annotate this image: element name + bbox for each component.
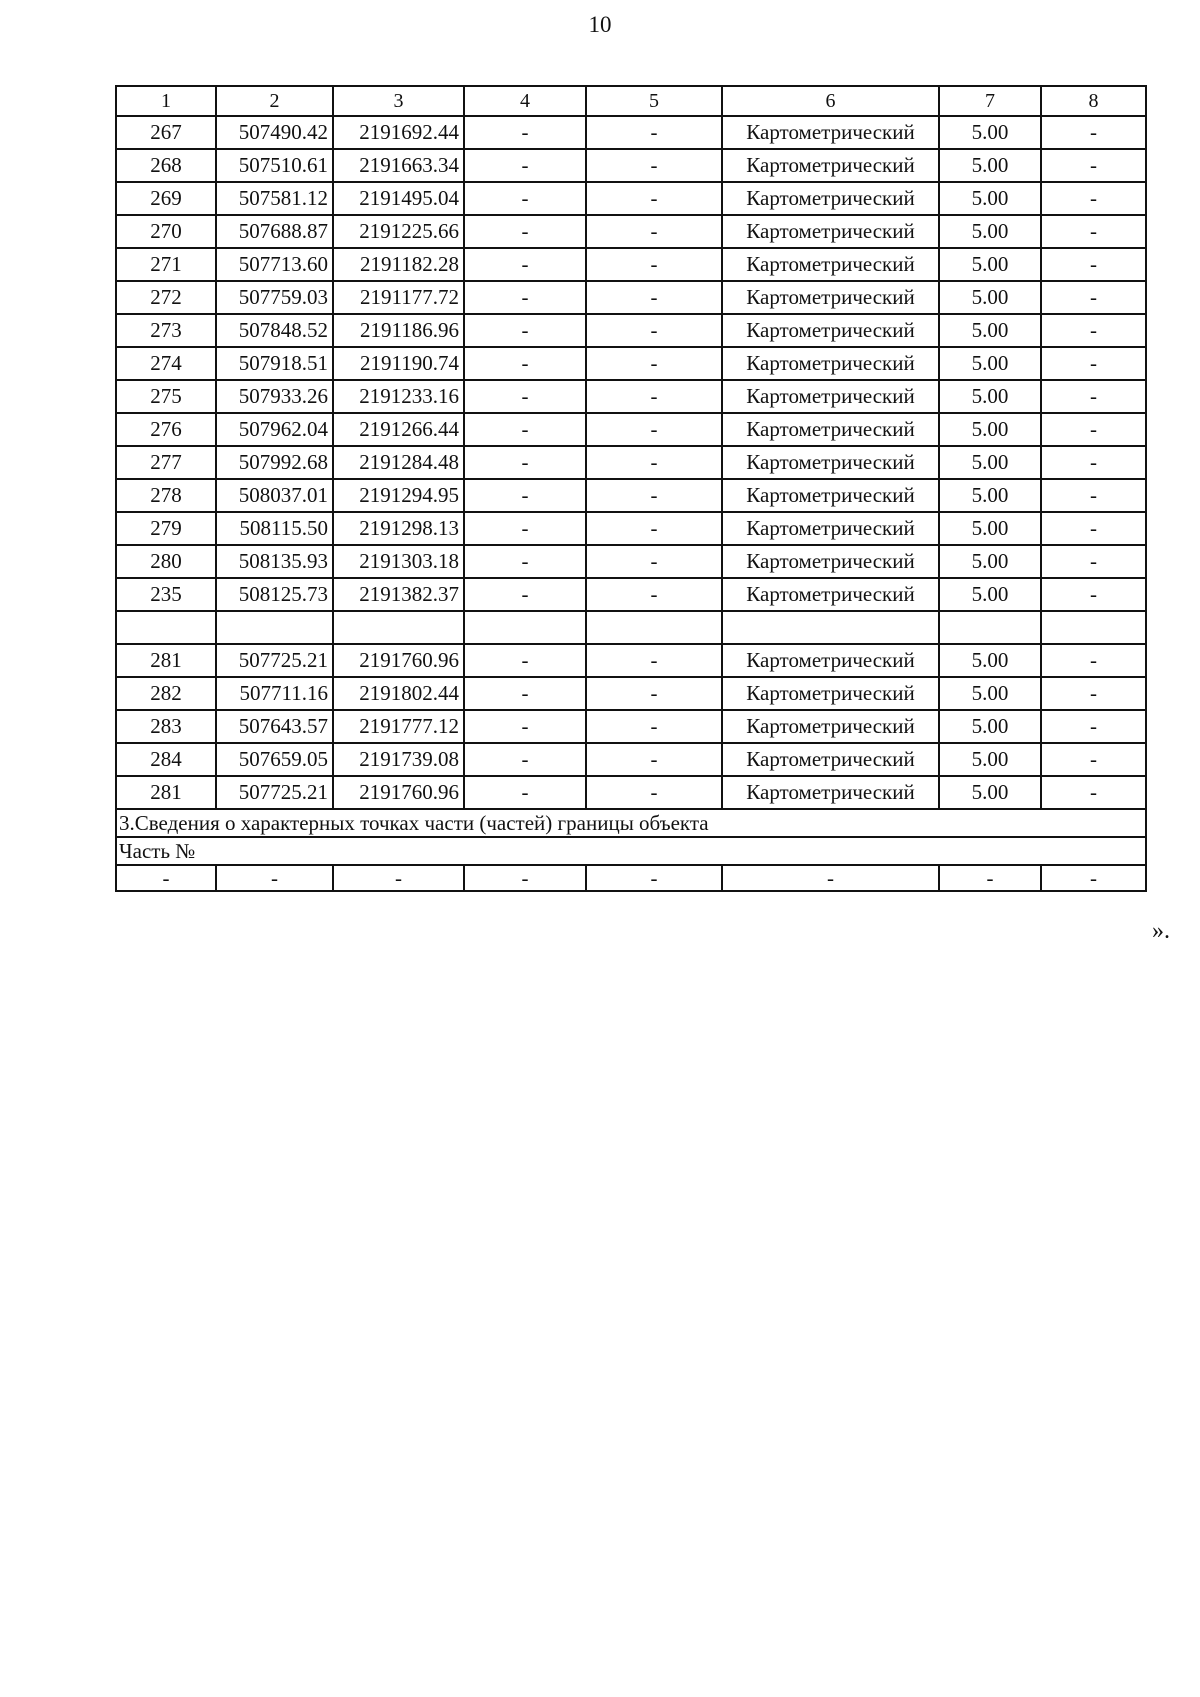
table-row <box>116 578 1146 611</box>
table-cell: 507711.16 <box>216 677 333 710</box>
table-row <box>116 116 1146 149</box>
table-row <box>116 149 1146 182</box>
table-cell: Картометрический <box>722 281 939 314</box>
table-cell: 5.00 <box>939 710 1041 743</box>
table-row <box>116 182 1146 215</box>
table-cell: 2191382.37 <box>333 578 464 611</box>
table-cell: Картометрический <box>722 512 939 545</box>
table-cell: 507962.04 <box>216 413 333 446</box>
table-cell: 5.00 <box>939 545 1041 578</box>
table-cell: - <box>1041 479 1146 512</box>
table-cell: 507725.21 <box>216 776 333 809</box>
table-cell: 507725.21 <box>216 644 333 677</box>
table-cell <box>216 611 333 644</box>
table-cell: - <box>586 743 722 776</box>
table-cell: 2191760.96 <box>333 644 464 677</box>
table-cell: 282 <box>116 677 216 710</box>
table-cell: - <box>722 865 939 891</box>
table-cell: - <box>586 512 722 545</box>
table-cell: 2191495.04 <box>333 182 464 215</box>
column-header: 5 <box>586 86 722 116</box>
table-row <box>116 677 1146 710</box>
table-cell: 272 <box>116 281 216 314</box>
table-cell: 507659.05 <box>216 743 333 776</box>
table-cell: - <box>464 281 586 314</box>
table-cell: 2191190.74 <box>333 347 464 380</box>
table-cell: - <box>1041 116 1146 149</box>
table-cell: 507759.03 <box>216 281 333 314</box>
empty-part-row <box>116 865 1146 891</box>
table-cell: 507510.61 <box>216 149 333 182</box>
table-cell: Картометрический <box>722 116 939 149</box>
table-row <box>116 281 1146 314</box>
table-cell: 5.00 <box>939 149 1041 182</box>
table-row <box>116 413 1146 446</box>
part-label: Часть № <box>116 837 1146 865</box>
table-cell <box>722 611 939 644</box>
table-cell: 2191233.16 <box>333 380 464 413</box>
table-cell: - <box>586 149 722 182</box>
table-cell: - <box>586 413 722 446</box>
table-cell: Картометрический <box>722 677 939 710</box>
table-cell: 235 <box>116 578 216 611</box>
table-cell: 507992.68 <box>216 446 333 479</box>
table-cell: - <box>464 578 586 611</box>
table-header-row <box>116 86 1146 116</box>
table-cell: - <box>464 248 586 281</box>
page-number: 10 <box>588 12 612 37</box>
table-cell: 2191186.96 <box>333 314 464 347</box>
table-cell: 270 <box>116 215 216 248</box>
table-row <box>116 776 1146 809</box>
table-cell: - <box>586 248 722 281</box>
table-row <box>116 743 1146 776</box>
column-header: 2 <box>216 86 333 116</box>
table-cell: 2191802.44 <box>333 677 464 710</box>
table-row <box>116 710 1146 743</box>
table-cell: - <box>464 413 586 446</box>
section-title: 3.Сведения о характерных точках части (частей) границы объекта <box>116 809 1146 837</box>
table-cell: 507848.52 <box>216 314 333 347</box>
table-cell: 2191760.96 <box>333 776 464 809</box>
table-cell: 5.00 <box>939 347 1041 380</box>
table-cell: 5.00 <box>939 281 1041 314</box>
table-cell: - <box>1041 677 1146 710</box>
table-cell: - <box>1041 347 1146 380</box>
table-cell: - <box>464 347 586 380</box>
table-cell <box>939 611 1041 644</box>
table-cell: 5.00 <box>939 413 1041 446</box>
table-cell: - <box>1041 644 1146 677</box>
table-cell: Картометрический <box>722 347 939 380</box>
table-cell <box>333 611 464 644</box>
part-label-row <box>116 837 1146 865</box>
table-cell: 2191777.12 <box>333 710 464 743</box>
table-row <box>116 215 1146 248</box>
table-cell: - <box>586 710 722 743</box>
table-cell: - <box>464 182 586 215</box>
column-header: 4 <box>464 86 586 116</box>
table-cell: - <box>586 677 722 710</box>
table-cell: - <box>1041 446 1146 479</box>
table-cell: - <box>464 743 586 776</box>
coordinates-table <box>115 85 1147 892</box>
table-cell: - <box>333 865 464 891</box>
table-cell: - <box>464 479 586 512</box>
table-cell: 271 <box>116 248 216 281</box>
closing-quote-mark: ». <box>1152 918 1170 944</box>
table-cell: - <box>464 380 586 413</box>
table-cell: Картометрический <box>722 215 939 248</box>
table-cell: - <box>586 314 722 347</box>
table-cell: 507643.57 <box>216 710 333 743</box>
table-body <box>116 86 1146 891</box>
table-cell: Картометрический <box>722 545 939 578</box>
table-cell: - <box>464 644 586 677</box>
table-cell: Картометрический <box>722 182 939 215</box>
table-cell: 507581.12 <box>216 182 333 215</box>
table-cell: 508125.73 <box>216 578 333 611</box>
table-cell: - <box>464 865 586 891</box>
table-cell: 275 <box>116 380 216 413</box>
table-cell <box>1041 611 1146 644</box>
table-row <box>116 479 1146 512</box>
table-cell: 276 <box>116 413 216 446</box>
table-cell: - <box>586 644 722 677</box>
table-cell: 2191266.44 <box>333 413 464 446</box>
table-cell: - <box>586 281 722 314</box>
table-cell: Картометрический <box>722 149 939 182</box>
table-cell: - <box>464 149 586 182</box>
table-cell: Картометрический <box>722 479 939 512</box>
table-cell: - <box>1041 743 1146 776</box>
table-row <box>116 347 1146 380</box>
table-cell: - <box>1041 865 1146 891</box>
table-cell: 5.00 <box>939 578 1041 611</box>
table-cell: - <box>939 865 1041 891</box>
table-cell: Картометрический <box>722 578 939 611</box>
column-header: 6 <box>722 86 939 116</box>
table-cell: 278 <box>116 479 216 512</box>
table-cell: 279 <box>116 512 216 545</box>
table-cell: 281 <box>116 644 216 677</box>
table-cell: 2191225.66 <box>333 215 464 248</box>
table-cell: Картометрический <box>722 314 939 347</box>
table-cell: 507713.60 <box>216 248 333 281</box>
table-cell: - <box>464 314 586 347</box>
table-cell: - <box>586 182 722 215</box>
table-cell: 2191182.28 <box>333 248 464 281</box>
table-cell: 2191303.18 <box>333 545 464 578</box>
table-cell: - <box>1041 776 1146 809</box>
table-cell: - <box>1041 314 1146 347</box>
table-cell: - <box>464 710 586 743</box>
table-cell <box>464 611 586 644</box>
table-row <box>116 248 1146 281</box>
table-cell: 5.00 <box>939 446 1041 479</box>
table-cell: 277 <box>116 446 216 479</box>
table-cell: - <box>586 479 722 512</box>
table-cell: - <box>586 578 722 611</box>
table-cell: - <box>586 776 722 809</box>
table-cell: Картометрический <box>722 710 939 743</box>
table-cell: 281 <box>116 776 216 809</box>
table-cell: 5.00 <box>939 512 1041 545</box>
table-cell: Картометрический <box>722 743 939 776</box>
table-cell: 2191692.44 <box>333 116 464 149</box>
table-cell: 2191294.95 <box>333 479 464 512</box>
table-cell: 2191284.48 <box>333 446 464 479</box>
table-cell: - <box>464 446 586 479</box>
table-cell: 5.00 <box>939 248 1041 281</box>
column-header: 8 <box>1041 86 1146 116</box>
table-cell: 268 <box>116 149 216 182</box>
table-cell: - <box>586 446 722 479</box>
table-cell: 507688.87 <box>216 215 333 248</box>
table-cell: 5.00 <box>939 215 1041 248</box>
table-row <box>116 644 1146 677</box>
column-header: 3 <box>333 86 464 116</box>
table-cell: 5.00 <box>939 776 1041 809</box>
table-cell: - <box>586 215 722 248</box>
table-cell: 2191177.72 <box>333 281 464 314</box>
table-cell: Картометрический <box>722 776 939 809</box>
table-cell: 2191739.08 <box>333 743 464 776</box>
table-cell: 508135.93 <box>216 545 333 578</box>
table-cell: - <box>1041 710 1146 743</box>
table-row <box>116 380 1146 413</box>
table-cell: - <box>1041 380 1146 413</box>
table-cell: 2191663.34 <box>333 149 464 182</box>
table-cell: - <box>1041 578 1146 611</box>
table-cell: - <box>216 865 333 891</box>
table-cell: 273 <box>116 314 216 347</box>
table-cell: 280 <box>116 545 216 578</box>
column-header: 7 <box>939 86 1041 116</box>
table-cell: 507918.51 <box>216 347 333 380</box>
table-cell: Картометрический <box>722 248 939 281</box>
table-cell: - <box>464 545 586 578</box>
table-cell: Картометрический <box>722 446 939 479</box>
table-cell: 2191298.13 <box>333 512 464 545</box>
table-cell: 507933.26 <box>216 380 333 413</box>
table-row <box>116 446 1146 479</box>
table-cell: 5.00 <box>939 116 1041 149</box>
table-cell: Картометрический <box>722 380 939 413</box>
table-cell: 507490.42 <box>216 116 333 149</box>
table-cell: - <box>1041 281 1146 314</box>
table-cell: - <box>1041 182 1146 215</box>
table-cell: 269 <box>116 182 216 215</box>
table-cell: - <box>1041 545 1146 578</box>
table-cell: 5.00 <box>939 743 1041 776</box>
table-cell: 5.00 <box>939 479 1041 512</box>
table-cell: - <box>586 380 722 413</box>
table-cell: 5.00 <box>939 677 1041 710</box>
table-cell: 5.00 <box>939 314 1041 347</box>
table-cell: - <box>464 776 586 809</box>
table-cell: - <box>586 116 722 149</box>
table-cell: 284 <box>116 743 216 776</box>
table-cell: - <box>464 677 586 710</box>
table-row <box>116 512 1146 545</box>
table-cell: - <box>1041 248 1146 281</box>
table-cell: 508115.50 <box>216 512 333 545</box>
table-cell <box>586 611 722 644</box>
column-header: 1 <box>116 86 216 116</box>
table-cell: - <box>586 545 722 578</box>
table-cell: - <box>1041 512 1146 545</box>
table-cell: Картометрический <box>722 644 939 677</box>
table-row <box>116 314 1146 347</box>
table-cell: - <box>464 512 586 545</box>
table-cell: - <box>1041 149 1146 182</box>
table-cell: 508037.01 <box>216 479 333 512</box>
table-cell: 274 <box>116 347 216 380</box>
table-cell: - <box>464 116 586 149</box>
table-cell: - <box>1041 413 1146 446</box>
table-cell: 283 <box>116 710 216 743</box>
table-row <box>116 611 1146 644</box>
table-cell: 5.00 <box>939 182 1041 215</box>
table-cell: - <box>116 865 216 891</box>
table-cell: 267 <box>116 116 216 149</box>
table-cell: - <box>586 865 722 891</box>
table-cell <box>116 611 216 644</box>
table-cell: - <box>586 347 722 380</box>
table-cell: - <box>464 215 586 248</box>
table-cell: 5.00 <box>939 644 1041 677</box>
table-cell: Картометрический <box>722 413 939 446</box>
table-row <box>116 545 1146 578</box>
table-cell: 5.00 <box>939 380 1041 413</box>
section-title-row <box>116 809 1146 837</box>
table-cell: - <box>1041 215 1146 248</box>
